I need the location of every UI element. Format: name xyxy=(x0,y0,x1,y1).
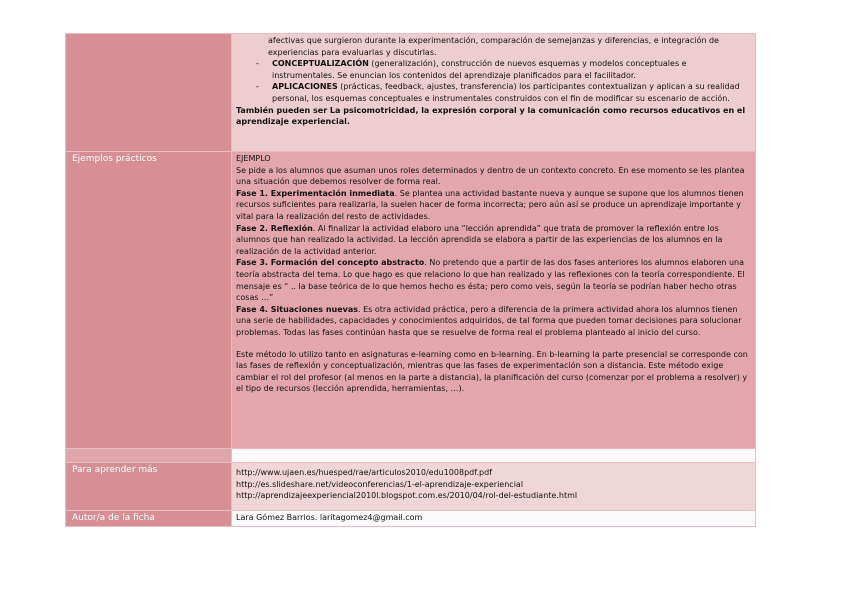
closing-note: También pueden ser La psicomotricidad, la expresión corporal y la comunicación como recursos educativos en el aprendizaje experiencial. xyxy=(236,105,746,127)
info-sheet-table xyxy=(65,33,756,527)
list-item: - CONCEPTUALIZACIÓN (generalización), construcción de nuevos esquemas y modelos conceptuales e instrumentales. Se enuncian los contenidos del aprendizaje planificados para el facilitador. xyxy=(256,59,687,80)
row-label-examples: Ejemplos prácticos xyxy=(66,152,232,449)
example-closing: Este método lo utilizo tanto en asignaturas e-learning como en b-learning. En b-learning la parte presencial se corresponde con las fases de reflexión y conceptualización, mientras que las fases de experimentación son a distancia. Este método exige cambiar el rol del profesor (al menos en la parte a distancia), la planificación del curso (comenzar por el problema a resolver) y el tipo de recursos (lección aprendida, herramientas, …). xyxy=(236,349,748,394)
phases-description-cell xyxy=(232,34,756,152)
reference-link[interactable]: http://www.ujaen.es/huesped/rae/articulos2010/edu1008pdf.pdf xyxy=(236,468,492,477)
phase-item: Fase 4. Situaciones nuevas. Es otra actividad práctica, pero a diferencia de la primera actividad ahora los alumnos tienen una serie de habilidades, capacidades y conocimientos adquiridos, de tal forma que pueden tomar decisiones para solucionar problemas. Todas las fases continúan hasta que se resuelve de forma real el problema planteado al inicio del curso. xyxy=(236,304,742,337)
phase-item: Fase 3. Formación del concepto abstracto. No pretendo que a partir de las dos fases anteriores los alumnos elaboren una teoría abstracta del tema. Lo que hago es que relaciono lo que han realizado y las reflexiones con la teoría correspondiente. El mensaje es “ .. la base teórica de lo que hemos hecho es ésta; pero como veis, según la teoría se podrían haber hecho otras cosas …” xyxy=(236,258,745,303)
list-item: - APLICACIONES (prácticas, feedback, ajustes, transferencia) los participantes contextualizan y aplican a su realidad personal, los esquemas conceptuales e instrumentales construidos con el fin de modificar su escenario de acción. xyxy=(256,82,740,103)
row-label-empty xyxy=(66,449,232,463)
bullet-term: APLICACIONES xyxy=(272,82,338,92)
bullet-text: (prácticas, feedback, ajustes, transferencia) los participantes contextualizan y aplican a su realidad personal, los esquemas conceptuales e instrumentales construidos con el fin de modificar su escenario de acción. xyxy=(272,82,740,103)
author-cell: Lara Gómez Barrios. laritagomez4@gmail.com xyxy=(232,511,756,527)
table-row xyxy=(66,511,756,527)
table-row xyxy=(66,463,756,511)
reference-link[interactable]: http://es.slideshare.net/videoconferencias/1-el-aprendizaje-experiencial xyxy=(236,479,524,489)
row-label-learn-more: Para aprender más xyxy=(66,463,232,511)
learn-more-cell xyxy=(232,463,756,511)
row-label-author: Autor/a de la ficha xyxy=(66,511,232,527)
table-row xyxy=(66,449,756,463)
phase-item: Fase 1. Experimentación inmediata. Se plantea una actividad bastante nueva y aunque se supone que los alumnos tienen recursos suficientes para realizarla, la suelen hacer de forma incorrecta; pero aún así se produce un aprendizaje importante y vital para la realización del resto de actividades. xyxy=(236,188,744,221)
intro-continuation: afectivas que surgieron durante la experimentación, comparación de semejanzas y diferencias, e integración de experiencias para evaluarlas y discutirlas. xyxy=(268,36,719,57)
table-row xyxy=(66,152,756,449)
row-label-empty xyxy=(66,34,232,152)
phase-item: Fase 2. Reflexión. Al finalizar la actividad elaboro una “lección aprendida” que trata de promover la reflexión entre los alumnos que han realizado la actividad. La lección aprendida se elabora a partir de las experiencias de los alumnos en la realización de la actividad anterior. xyxy=(236,223,723,256)
bullet-text: (generalización), construcción de nuevos esquemas y modelos conceptuales e instrumentales. Se enuncian los contenidos del aprendizaje planificados para el facilitador. xyxy=(272,59,687,80)
example-heading: EJEMPLO xyxy=(236,154,271,163)
table-row xyxy=(66,34,756,152)
examples-cell xyxy=(232,152,756,449)
empty-cell xyxy=(232,449,756,463)
example-intro: Se pide a los alumnos que asuman unos roles determinados y dentro de un contexto concreto. En ese momento se les plantea una situación que debemos resolver de forma real. xyxy=(236,165,745,187)
bullet-term: CONCEPTUALIZACIÓN xyxy=(272,59,369,69)
reference-link[interactable]: http://aprendizajeexperiencial2010l.blogspot.com.es/2010/04/rol-del-estudiante.html xyxy=(236,491,578,501)
